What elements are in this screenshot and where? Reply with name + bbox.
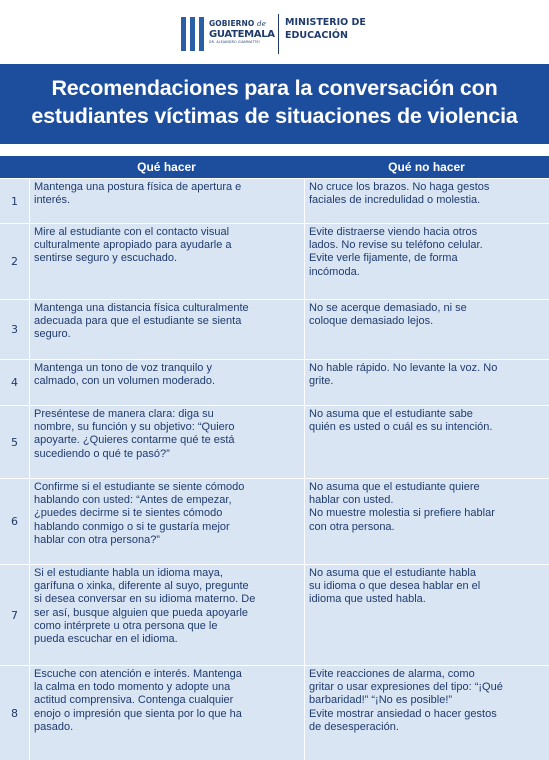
dont-cell bbox=[304, 360, 549, 405]
do-text: Mantenga una postura física de apertura e interés. bbox=[34, 181, 242, 207]
table-row bbox=[0, 405, 549, 478]
table-row bbox=[0, 478, 549, 564]
row-number: 8 bbox=[11, 706, 18, 720]
guatemala-flag-logo-icon bbox=[181, 17, 207, 51]
row-number: 2 bbox=[11, 255, 18, 268]
recommendations-table bbox=[0, 156, 549, 760]
dont-text: No cruce los brazos. No haga gestos faciales de incredulidad o molestia. bbox=[309, 181, 490, 207]
do-cell bbox=[29, 406, 304, 478]
dont-cell bbox=[304, 666, 549, 760]
do-cell bbox=[29, 300, 304, 359]
dont-text: No se acerque demasiado, ni se coloque demasiado lejos. bbox=[309, 302, 467, 328]
table-row bbox=[0, 564, 549, 665]
do-text: Preséntese de manera clara: diga su nombre, su función y su objetivo: “Quiero apoyarte. ¿Quieres contarme qué te está sucediendo o qué te pasó?” bbox=[34, 408, 235, 460]
table-row bbox=[0, 223, 549, 299]
dont-text: No hable rápido. No levante la voz. No grite. bbox=[309, 362, 498, 388]
table-row bbox=[0, 299, 549, 359]
table-row bbox=[0, 665, 549, 760]
do-cell bbox=[29, 179, 304, 223]
ministry-name bbox=[285, 16, 366, 42]
row-number: 3 bbox=[11, 323, 18, 336]
ministry-line1: MINISTERIO DE bbox=[285, 17, 366, 28]
dont-text: Evite distraerse viendo hacia otros lados. No revise su teléfono celular. Evite verle fijamente, de forma incómoda. bbox=[309, 226, 483, 278]
do-text: Mantenga una distancia física culturalmente adecuada para que el estudiante se sienta seguro. bbox=[34, 302, 249, 341]
do-text: Mantenga un tono de voz tranquilo y calmado, con un volumen moderado. bbox=[34, 362, 215, 388]
table-row bbox=[0, 178, 549, 223]
dont-cell bbox=[304, 406, 549, 478]
dont-cell bbox=[304, 565, 549, 665]
header-dont: Qué no hacer bbox=[388, 160, 465, 174]
dont-text: Evite reacciones de alarma, como gritar o usar expresiones del tipo: “¡Qué barbaridad!” “¡No es posible!” Evite mostrar ansiedad o hacer gestos de desesperación. bbox=[309, 668, 503, 733]
do-cell bbox=[29, 479, 304, 564]
dont-cell bbox=[304, 479, 549, 564]
do-cell bbox=[29, 666, 304, 760]
header-divider bbox=[278, 14, 279, 54]
dont-cell bbox=[304, 224, 549, 299]
dont-text: No asuma que el estudiante quiere hablar con usted. No muestre molestia si prefiere hablar con otra persona. bbox=[309, 481, 495, 533]
logo-line1-b: de bbox=[257, 20, 266, 28]
row-number: 6 bbox=[11, 515, 18, 528]
row-number: 4 bbox=[11, 376, 18, 389]
government-logo bbox=[209, 19, 275, 45]
row-number: 5 bbox=[11, 435, 18, 449]
do-cell bbox=[29, 360, 304, 405]
logo-line2: GUATEMALA bbox=[209, 29, 275, 40]
do-cell bbox=[29, 565, 304, 665]
title-line2: estudiantes víctimas de situaciones de violencia bbox=[31, 104, 518, 128]
row-number: 7 bbox=[11, 608, 18, 622]
do-text: Confirme si el estudiante se siente cómodo hablando con usted: “Antes de empezar, ¿puedes decirme si te sientes cómodo hablando conmigo o si te gustaría mejor hablar con otra persona?” bbox=[34, 481, 245, 546]
table-header bbox=[0, 156, 549, 178]
header bbox=[0, 0, 549, 64]
row-number: 1 bbox=[11, 194, 18, 208]
page-title bbox=[0, 74, 549, 130]
logo-line3: DR. ALEJANDRO GIAMMATTEI bbox=[209, 40, 260, 44]
table-row bbox=[0, 359, 549, 405]
do-cell bbox=[29, 224, 304, 299]
dont-text: No asuma que el estudiante sabe quién es usted o cuál es su intención. bbox=[309, 408, 493, 434]
logo-line1-a: GOBIERNO bbox=[209, 19, 255, 28]
do-text: Si el estudiante habla un idioma maya, garífuna o xinka, diferente al suyo, pregunte si desea conversar en su idioma materno. De ser así, busque alguien que pueda apoyarle como intérprete u otra persona que le pueda escuchar en el idioma. bbox=[34, 567, 256, 646]
do-text: Mire al estudiante con el contacto visual culturalmente apropiado para ayudarle a sentirse seguro y escuchado. bbox=[34, 226, 232, 265]
do-text: Escuche con atención e interés. Mantenga la calma en todo momento y adopte una actitud comprensiva. Contenga cualquier enojo o impresión que sienta por lo que ha pasado. bbox=[34, 668, 242, 733]
ministry-line2: EDUCACIÓN bbox=[285, 30, 348, 41]
header-number-column bbox=[0, 156, 29, 178]
title-banner bbox=[0, 64, 549, 144]
dont-cell bbox=[304, 300, 549, 359]
dont-text: No asuma que el estudiante habla su idioma o que desea hablar en el idioma que usted habla. bbox=[309, 567, 481, 606]
header-do: Qué hacer bbox=[137, 160, 196, 174]
title-line1: Recomendaciones para la conversación con bbox=[51, 76, 498, 100]
dont-cell bbox=[304, 179, 549, 223]
